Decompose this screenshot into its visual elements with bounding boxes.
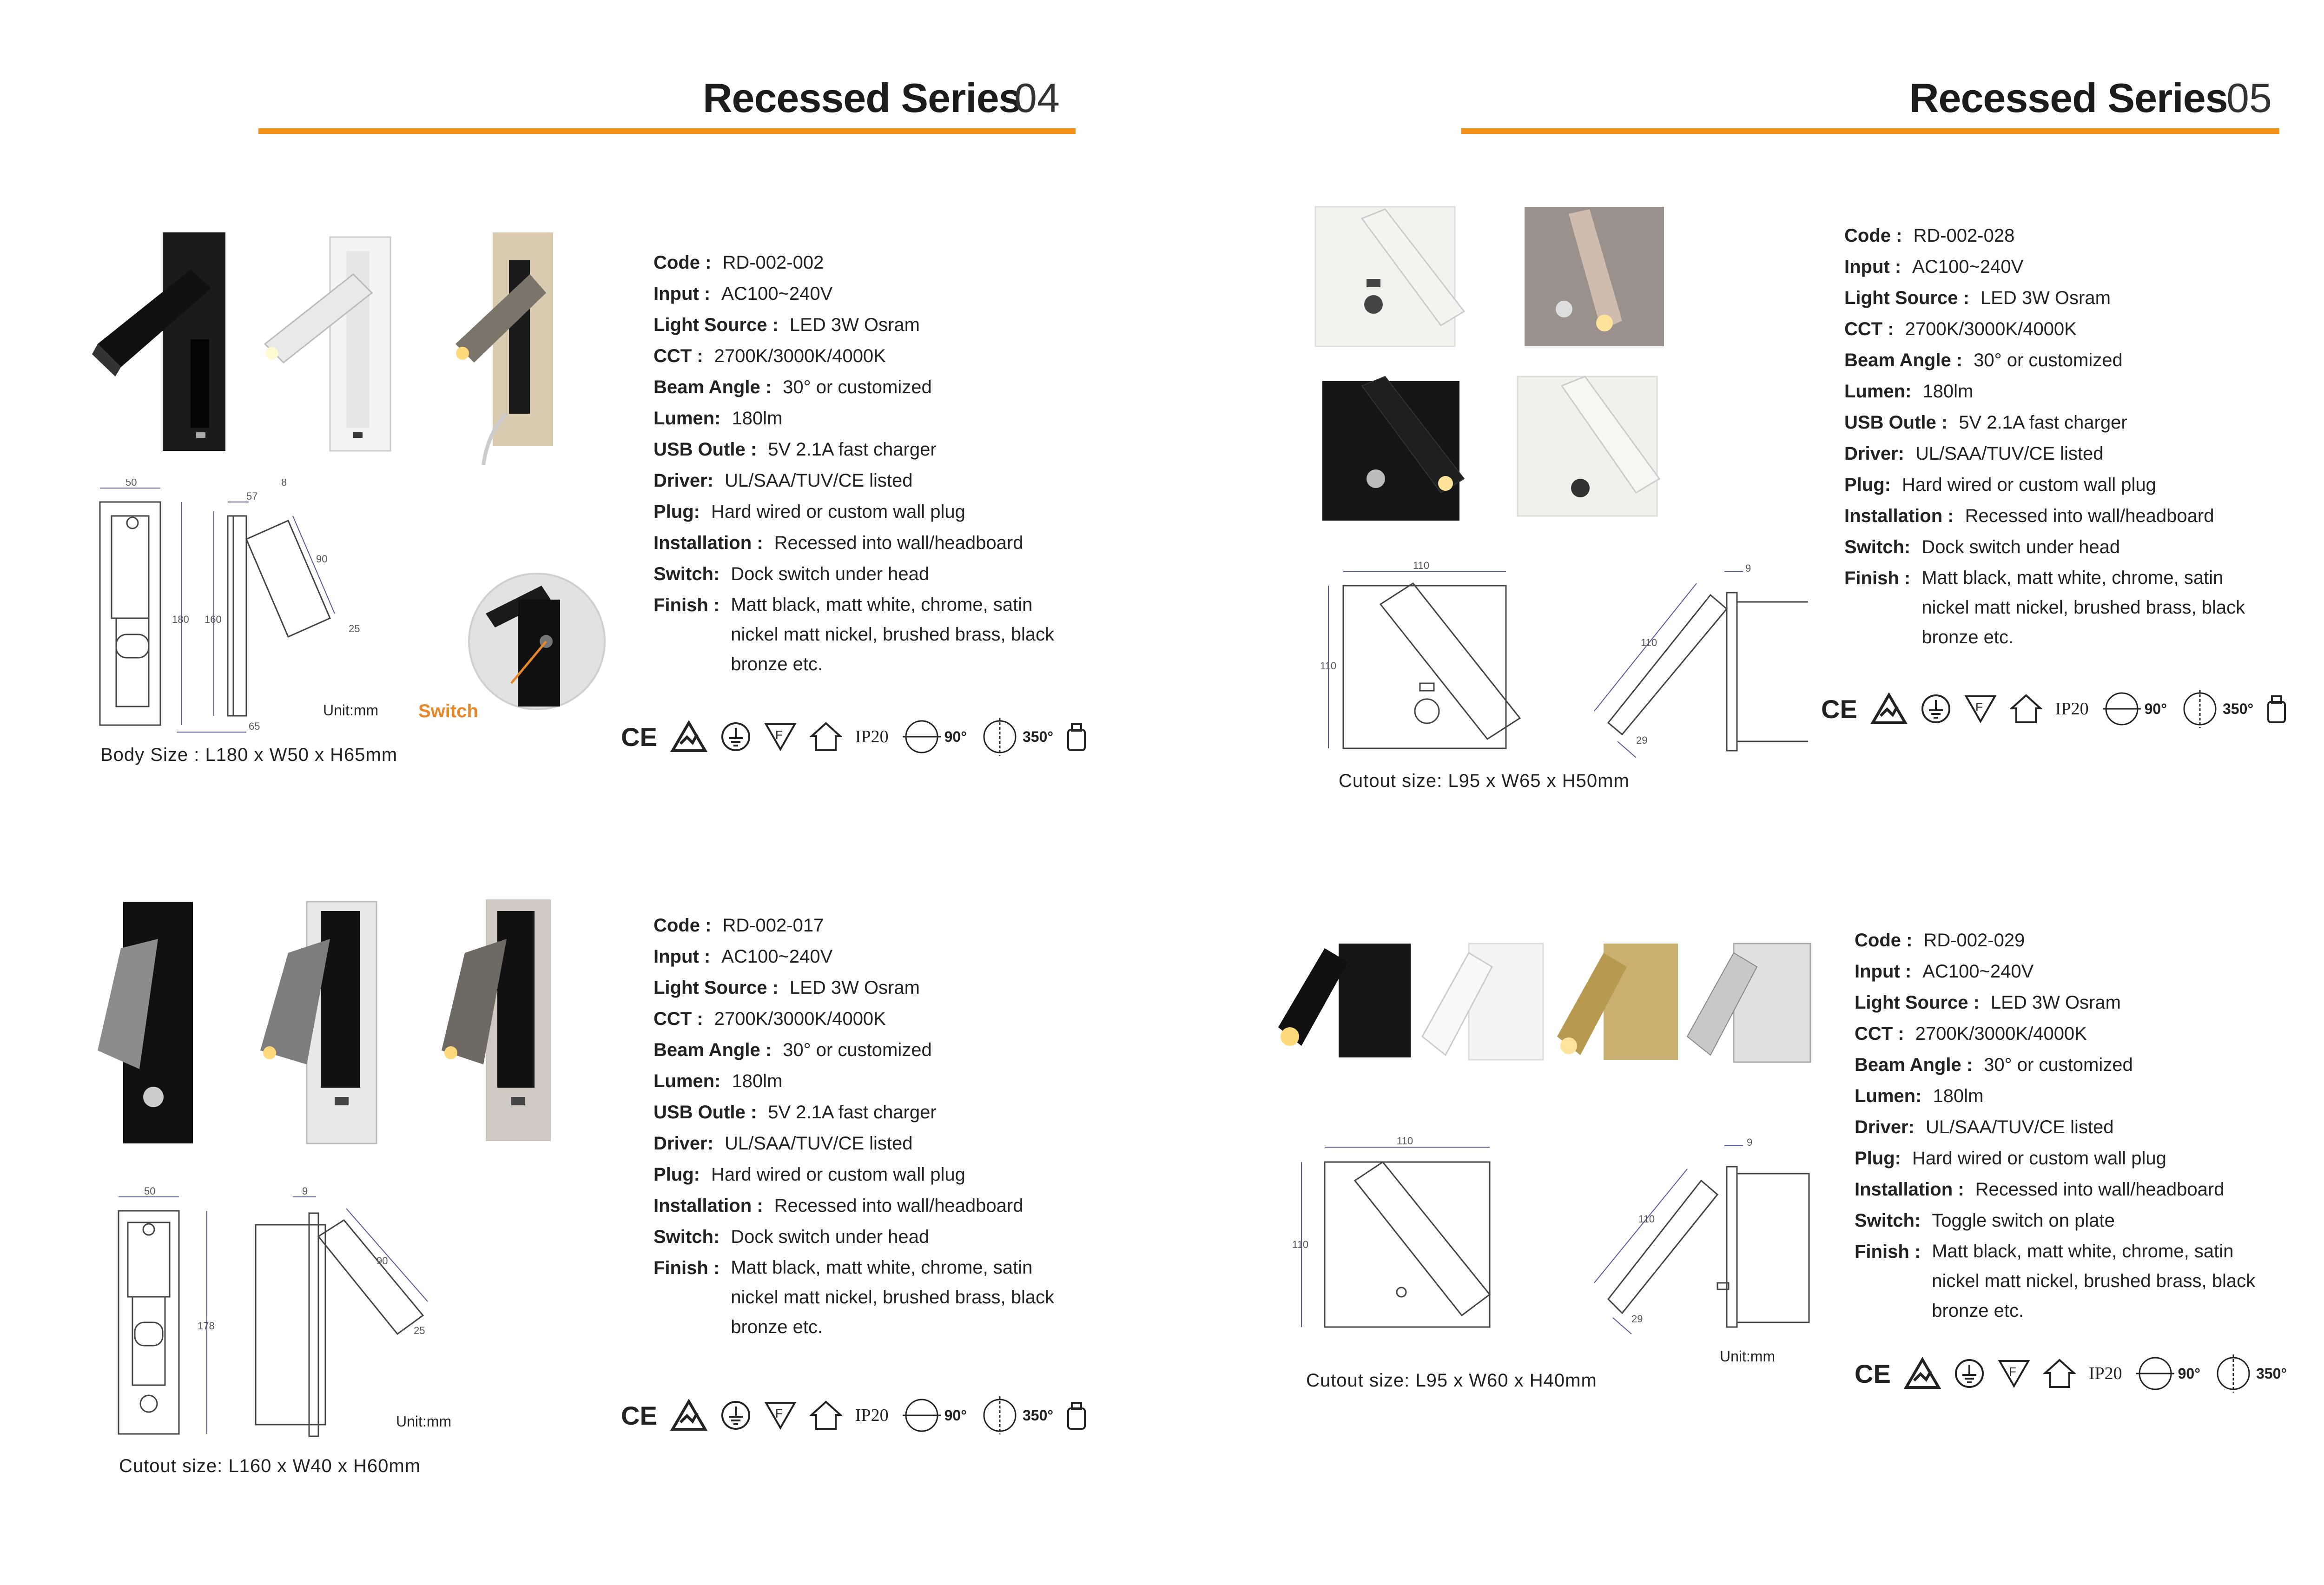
svg-text:9: 9: [302, 1185, 308, 1197]
ce-mark-icon: C​E: [621, 1400, 657, 1430]
rotation-angle-icon: [2180, 689, 2220, 729]
ground-mark-icon: [720, 1400, 751, 1431]
svg-text:90: 90: [316, 553, 328, 565]
usb-icon: [1066, 721, 1087, 752]
title-rule-right: [1461, 128, 2279, 134]
tilt-angle-icon: [902, 717, 942, 757]
product-photos-rd-002-002: [88, 223, 576, 465]
rcm-mark-icon: [1870, 693, 1908, 725]
tilt-angle-value: 90°: [2178, 1365, 2200, 1382]
page-title-right: Recessed Series: [1909, 75, 2228, 121]
svg-text:110: 110: [1397, 1135, 1413, 1147]
svg-text:F: F: [775, 728, 783, 742]
title-rule-left: [258, 128, 1076, 134]
f-mark-icon: [1964, 694, 1997, 723]
svg-text:9: 9: [1747, 1136, 1753, 1148]
svg-text:F: F: [1975, 700, 1983, 714]
cert-icons-rd-002-028: [1821, 688, 2287, 730]
svg-text:8: 8: [281, 479, 287, 488]
ground-mark-icon: [1921, 693, 1951, 724]
tilt-angle-value: 90°: [944, 728, 967, 745]
svg-text:F: F: [775, 1407, 783, 1420]
tilt-angle-icon: [902, 1395, 942, 1435]
switch-callout-label: Switch: [418, 701, 478, 721]
rcm-mark-icon: [670, 720, 707, 753]
page-number-left: 04: [1014, 75, 1060, 121]
house-mark-icon: [810, 721, 842, 752]
house-mark-icon: [2010, 693, 2042, 724]
cutout-size-caption: Cutout size: L95 x W60 x H40mm: [1306, 1370, 1597, 1391]
ground-mark-icon: [720, 721, 751, 752]
technical-drawing-rd-002-029: [1287, 1134, 1813, 1339]
switch-detail-magnifier: [467, 572, 607, 711]
rotation-angle-value: 350°: [1022, 728, 1054, 745]
rotation-angle-icon: [980, 1395, 1020, 1435]
svg-text:160: 160: [205, 614, 222, 625]
svg-text:178: 178: [198, 1320, 215, 1332]
rcm-mark-icon: [670, 1399, 707, 1432]
ce-mark-icon: C​E: [621, 722, 657, 752]
f-mark-icon: [1998, 1359, 2030, 1388]
technical-drawing-rd-002-017: [93, 1185, 446, 1446]
unit-label: Unit:mm: [323, 702, 379, 719]
svg-text:25: 25: [414, 1325, 425, 1336]
spec-list-rd-002-017: Code : RD-002-017 Input : AC100~240V Light Source : LED 3W Osram CCT : 2700K/3000K/4000K Beam Angle : 30° or customized Lumen: 180lm USB Outle : 5V 2.1A fast charger Driver: UL/SAA/TUV/CE listed Plug: Hard wired or custom wall plug Installation : Recessed into wall/headboard Switch: Dock switch under head Finish : Matt black, matt white, chrome, satin nickel matt nickel, brushed brass, black bronze etc.: [654, 915, 1055, 1337]
svg-text:50: 50: [144, 1185, 156, 1197]
cert-icons-rd-002-017: [621, 1394, 1087, 1436]
tilt-angle-value: 90°: [944, 1407, 967, 1424]
svg-text:29: 29: [1631, 1313, 1643, 1325]
svg-text:110: 110: [1413, 560, 1430, 571]
usb-icon: [1066, 1400, 1087, 1431]
cert-icons-rd-002-002: [621, 716, 1087, 758]
technical-drawing-rd-002-028: [1315, 558, 1808, 762]
page-title-left: Recessed Series: [703, 75, 1021, 121]
unit-label: Unit:mm: [1720, 1348, 1776, 1365]
spec-list-rd-002-002: Code : RD-002-002 Input : AC100~240V Light Source : LED 3W Osram CCT : 2700K/3000K/4000K Beam Angle : 30° or customized Lumen: 180lm USB Outle : 5V 2.1A fast charger Driver: UL/SAA/TUV/CE listed Plug: Hard wired or custom wall plug Installation : Recessed into wall/headboard Switch: Dock switch under head Finish : Matt black, matt white, chrome, satin nickel matt nickel, brushed brass, black bronze etc.: [654, 252, 1055, 674]
svg-text:180: 180: [172, 614, 189, 625]
product-photos-rd-002-028: [1311, 200, 1683, 535]
ip-rating: IP20: [2088, 1364, 2122, 1383]
product-photos-rd-002-029: [1269, 934, 1836, 1074]
svg-text:9: 9: [1745, 562, 1751, 574]
svg-text:50: 50: [125, 479, 137, 488]
rcm-mark-icon: [1904, 1357, 1941, 1390]
product-photos-rd-002-017: [88, 892, 576, 1153]
ip-rating: IP20: [2055, 699, 2089, 719]
spec-list-rd-002-029: Code : RD-002-029 Input : AC100~240V Light Source : LED 3W Osram CCT : 2700K/3000K/4000K Beam Angle : 30° or customized Lumen: 180lm Driver: UL/SAA/TUV/CE listed Plug: Hard wired or custom wall plug Installation : Recessed into wall/headboard Switch: Toggle switch on plate Finish : Matt black, matt white, chrome, satin nickel matt nickel, brushed brass, black bronze etc.: [1855, 930, 2256, 1321]
tilt-angle-icon: [2102, 689, 2142, 729]
tilt-angle-value: 90°: [2144, 700, 2167, 717]
svg-text:110: 110: [1641, 637, 1657, 648]
ce-mark-icon: C​E: [1821, 694, 1857, 724]
ip-rating: IP20: [855, 727, 889, 746]
cutout-size-caption: Cutout size: L160 x W40 x H60mm: [119, 1456, 421, 1476]
rotation-angle-value: 350°: [1022, 1407, 1054, 1424]
svg-text:57: 57: [246, 490, 258, 502]
tilt-angle-icon: [2135, 1354, 2175, 1393]
spec-list-rd-002-028: Code : RD-002-028 Input : AC100~240V Light Source : LED 3W Osram CCT : 2700K/3000K/4000K Beam Angle : 30° or customized Lumen: 180lm USB Outle : 5V 2.1A fast charger Driver: UL/SAA/TUV/CE listed Plug: Hard wired or custom wall plug Installation : Recessed into wall/headboard Switch: Dock switch under head Finish : Matt black, matt white, chrome, satin nickel matt nickel, brushed brass, black bronze etc.: [1844, 225, 2245, 647]
rotation-angle-icon: [2213, 1354, 2253, 1393]
house-mark-icon: [2043, 1358, 2076, 1389]
svg-text:110: 110: [1638, 1213, 1655, 1225]
f-mark-icon: [764, 1401, 797, 1430]
ce-mark-icon: C​E: [1855, 1359, 1891, 1388]
rotation-angle-icon: [980, 717, 1020, 757]
rotation-angle-value: 350°: [2256, 1365, 2287, 1382]
cutout-size-caption: Cutout size: L95 x W65 x H50mm: [1339, 771, 1630, 791]
svg-text:90: 90: [376, 1255, 388, 1267]
svg-text:25: 25: [349, 623, 360, 634]
page-number-right: 05: [2226, 75, 2272, 121]
f-mark-icon: [764, 722, 797, 751]
cert-icons-rd-002-029: [1855, 1353, 2287, 1394]
svg-text:65: 65: [249, 720, 260, 732]
usb-icon: [2266, 693, 2287, 724]
ip-rating: IP20: [855, 1406, 889, 1425]
svg-text:110: 110: [1320, 660, 1337, 672]
svg-text:29: 29: [1636, 734, 1648, 746]
unit-label: Unit:mm: [396, 1413, 452, 1430]
body-size-caption: Body Size : L180 x W50 x H65mm: [100, 745, 398, 765]
svg-text:110: 110: [1292, 1239, 1309, 1250]
ground-mark-icon: [1954, 1358, 1985, 1389]
rotation-angle-value: 350°: [2222, 700, 2254, 717]
svg-text:F: F: [2008, 1365, 2016, 1379]
technical-drawing-rd-002-002: [88, 479, 423, 739]
house-mark-icon: [810, 1400, 842, 1431]
